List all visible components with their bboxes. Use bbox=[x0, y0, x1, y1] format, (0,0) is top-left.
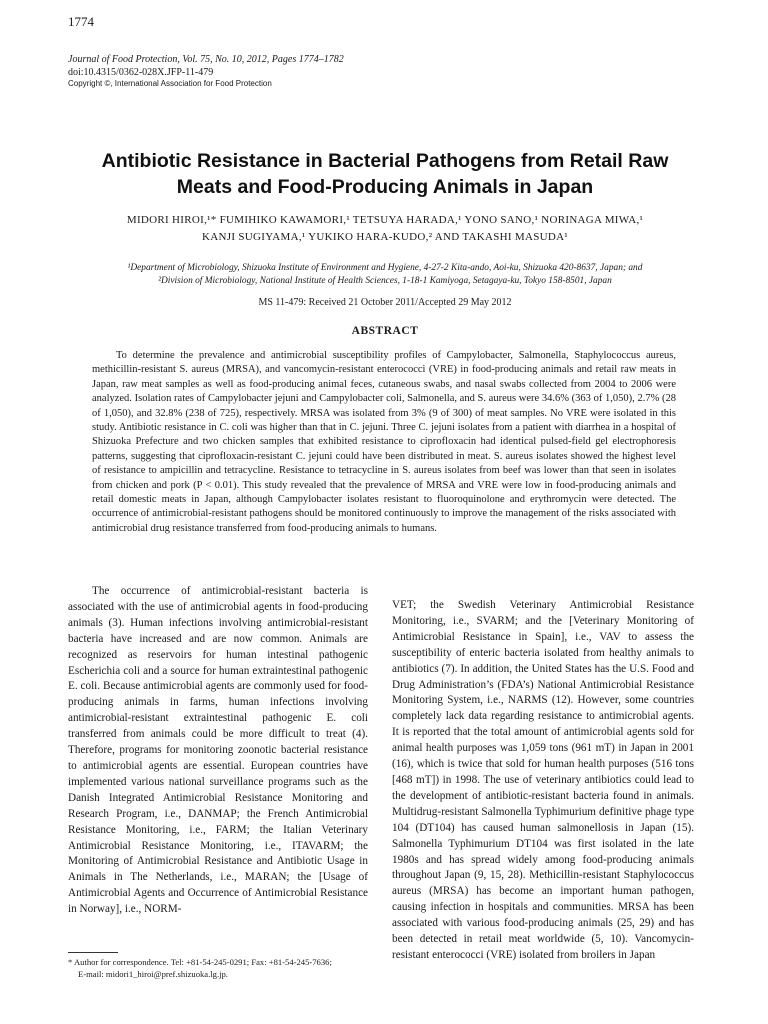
correspondence-footnote bbox=[68, 956, 368, 980]
abstract-heading: ABSTRACT bbox=[351, 325, 419, 337]
author-list bbox=[70, 212, 700, 246]
title-line-2: Meats and Food-Producing Animals in Japan bbox=[176, 176, 594, 198]
doi: doi:10.4315/0362-028X.JFP-11-479 bbox=[68, 67, 214, 78]
affiliations bbox=[70, 262, 700, 288]
footnote-line-1: * Author for correspondence. Tel: +81-54-245-0291; Fax: +81-54-245-7636; bbox=[68, 957, 332, 967]
footnote-rule bbox=[68, 952, 118, 953]
page-number: 1774 bbox=[68, 14, 94, 29]
body-column-right bbox=[392, 598, 694, 964]
abstract-body bbox=[92, 349, 676, 536]
body-paragraph: VET; the Swedish Veterinary Antimicrobial Resistance Monitoring, i.e., SVARM; and the [Veterinary Monitoring of Antimicrobial Resistance in Spain], i.e., VAV to assess the susceptibility of enteric bacteria isolated from healthy animals to antibiotics (7). In addition, the United States has the U.S. Food and Drug Administration’s (FDA’s) National Antimicrobial Resistance Monitoring System, i.e., NARMS (12). However, some countries completely lack data regarding resistance to antimicrobial agents. It is reported that the total amount of antimicrobial agents sold for animal health purposes was 1,059 tons (961 mT) in Japan in 2001 (16), which is twice that sold for human health purposes (516 tons [468 mT]) in 1998. The use of veterinary antibiotics could lead to the development of antibiotic-resistant bacteria found in animals. Multidrug-resistant Salmonella Typhimurium definitive phage type 104 (DT104) has caused human salmonellosis in Japan (15). Salmonella Typhimurium DT104 was first isolated in the late 1980s and has spread widely among food-producing animals throughout Japan (9, 15, 28). Methicillin-resistant Staphylococcus aureus (MRSA) has become an important human pathogen, causing infection in hospitals and communities. MRSA has been associated with various food-producing animals (25, 29) and has been detected in retail meat worldwide (5, 10). Vancomycin-resistant enterococci (VRE) isolated from broilers in Japan bbox=[392, 599, 694, 961]
authors-line-2: KANJI SUGIYAMA,¹ YUKIKO HARA-KUDO,² AND TAKASHI MASUDA¹ bbox=[202, 231, 568, 243]
authors-line-1: MIDORI HIROI,¹* FUMIHIKO KAWAMORI,¹ TETSUYA HARADA,¹ YONO SANO,¹ NORINAGA MIWA,¹ bbox=[126, 214, 644, 226]
abstract-text: To determine the prevalence and antimicrobial susceptibility profiles of Campylobacter, Salmonella, Staphylococcus aureus, methicillin-resistant S. aureus (MRSA), and vancomycin-resistant enterococci (VRE) in food-producing animals and retail raw meats in Japan, raw meat samples as well as food-producing animal feces, cutaneous swabs, and nasal swabs collected from 2004 to 2006 were analyzed. Isolation rates of Campylobacter jejuni and Campylobacter coli, Salmonella, and S. aureus were 34.6% (363 of 1,050), 2.7% (28 of 1,050), and 32.8% (238 of 725), respectively. MRSA was isolated from 3% (9 of 300) of meat samples. No VRE were isolated in this study. Antibiotic resistance in C. coli was higher than that in C. jejuni. Three C. jejuni isolates from a patient with diarrhea in a hospital of Shizuoka Prefecture and two chicken samples that exhibited resistance to ciprofloxacin had identical pulsed-field gel electrophoresis patterns, suggesting that ciprofloxacin-resistant C. jejuni could have been distributed in meat. S. aureus isolates showed the highest level of resistance to ampicillin and tetracycline. Resistance to tetracycline in S. aureus isolates from beef was lower than that seen in isolates from chicken and pork (P < 0.01). This study revealed that the prevalence of MRSA and VRE were low in food-producing animals and retail domestic meats in Japan, although Campylobacter isolates resistant to fluoroquinolone and erythromycin were detected. The occurrence of antimicrobial-resistant pathogens should be monitored continuously to improve the management of the risks associated with antimicrobial drug resistance transferred from food-producing animals to humans. bbox=[92, 350, 676, 534]
manuscript-info: MS 11-479: Received 21 October 2011/Accepted 29 May 2012 bbox=[258, 297, 512, 308]
article-title bbox=[60, 148, 710, 200]
journal-citation: Journal of Food Protection, Vol. 75, No. 10, 2012, Pages 1774–1782 bbox=[68, 54, 344, 65]
footnote-line-2: E-mail: midori1_hiroi@pref.shizuoka.lg.jp. bbox=[78, 969, 228, 979]
copyright-notice: Copyright ©, International Association for Food Protection bbox=[68, 79, 272, 88]
body-paragraph: The occurrence of antimicrobial-resistant bacteria is associated with the use of antimicrobial agents in food-producing animals (3). Human infections involving antimicrobial-resistant bacteria have increased and are now common. Animals are recognized as reservoirs for human intestinal pathogenic Escherichia coli and a source for human extraintestinal pathogenic E. coli. Because antimicrobial agents are commonly used for food-producing animals in farms, human infections involving antimicrobial-resistant extraintestinal pathogenic E. coli transferred from animals could be more difficult to treat (4). Therefore, programs for monitoring zoonotic bacterial resistance to antimicrobial agents are essential. European countries have implemented various national surveillance programs such as the Danish Integrated Antimicrobial Resistance Monitoring and Research Program, i.e., DANMAP; the French Antimicrobial Resistance Monitoring, i.e., FARM; the Italian Veterinary Antimicrobial Resistance Monitoring, i.e., ITAVARM; the Monitoring of Antimicrobial Resistance and Antibiotic Usage in Animals in The Netherlands, i.e., MARAN; the [Usage of Antimicrobial Agents and Occurrence of Antimicrobial Resistance in Norway], i.e., NORM- bbox=[68, 585, 368, 916]
title-line-1: Antibiotic Resistance in Bacterial Pathogens from Retail Raw bbox=[101, 150, 669, 172]
affiliation-2: ²Division of Microbiology, National Institute of Health Sciences, 1-18-1 Kamiyoga, Setagaya-ku, Tokyo 158-8501, Japan bbox=[158, 276, 612, 286]
affiliation-1: ¹Department of Microbiology, Shizuoka Institute of Environment and Hygiene, 4-27-2 Kita-ando, Aoi-ku, Shizuoka 420-8637, Japan; and bbox=[127, 263, 643, 273]
body-column-left bbox=[68, 584, 368, 918]
